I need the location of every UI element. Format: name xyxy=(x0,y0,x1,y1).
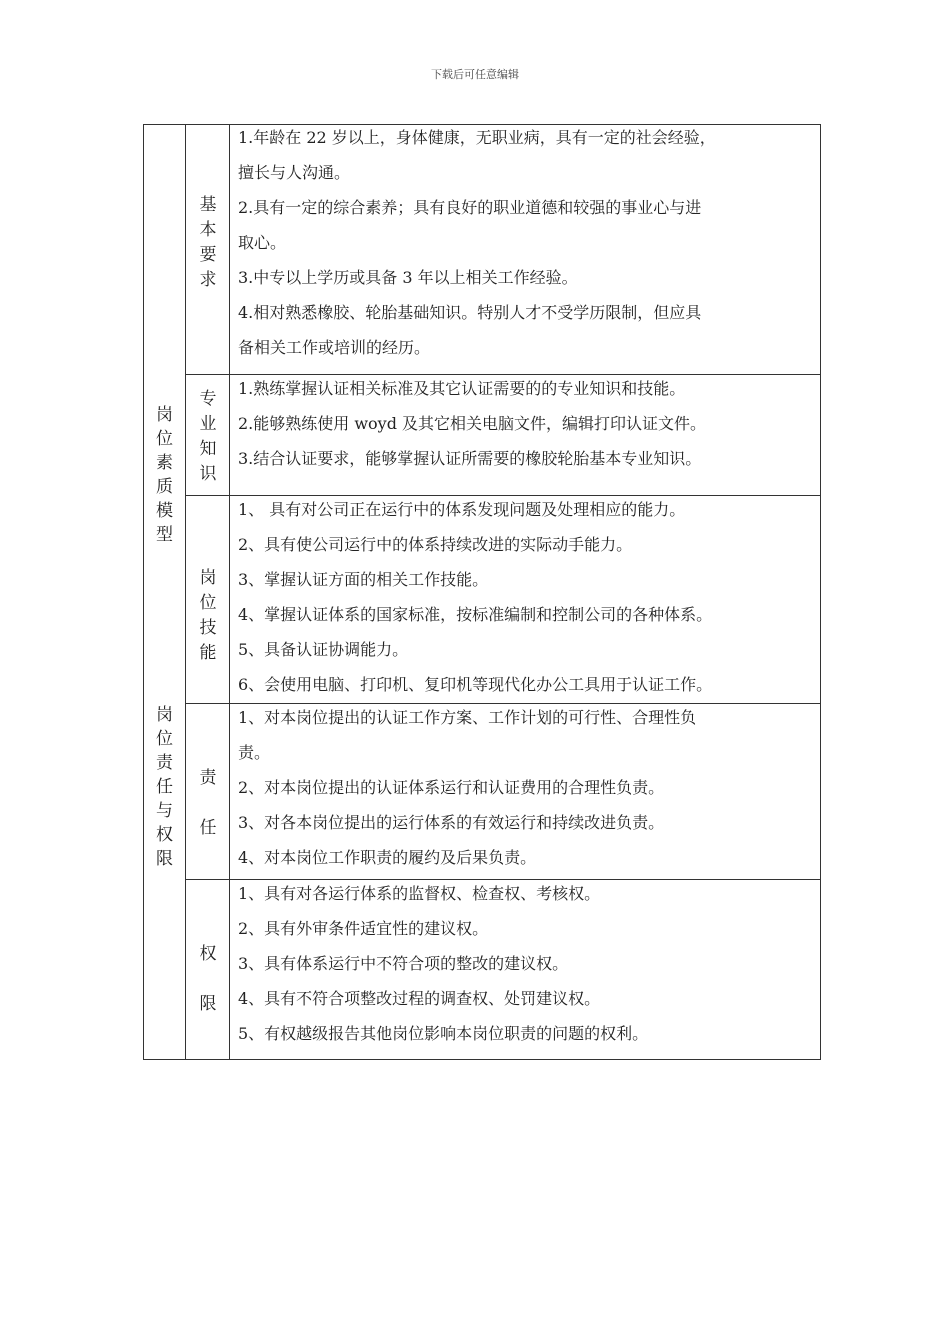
section-responsibility-content xyxy=(238,700,812,875)
label-char: 求 xyxy=(199,270,217,290)
list-item: 1、具有对各运行体系的监督权、检查权、考核权。 xyxy=(238,884,601,903)
label-char: 识 xyxy=(199,464,217,484)
list-item: 5、具备认证协调能力。 xyxy=(238,640,409,659)
list-item: 6、会使用电脑、打印机、复印机等现代化办公工具用于认证工作。 xyxy=(238,675,713,694)
label-char: 型 xyxy=(156,525,173,545)
list-item: 擅长与人沟通。 xyxy=(238,163,351,182)
list-item: 备相关工作或培训的经历。 xyxy=(238,338,431,357)
label-quality-model xyxy=(144,403,185,547)
label-char: 岗 xyxy=(156,705,173,725)
list-item: 1.年龄在 22 岁以上，身体健康，无职业病，具有一定的社会经验， xyxy=(238,128,716,147)
section-basic-content xyxy=(238,120,812,365)
list-item: 5、有权越级报告其他岗位影响本岗位职责的问题的权利。 xyxy=(238,1024,649,1043)
label-char: 基 xyxy=(199,195,217,215)
label-char: 素 xyxy=(156,453,173,473)
label-char: 限 xyxy=(199,994,217,1014)
outer-label-column xyxy=(144,125,186,1059)
label-char: 知 xyxy=(199,439,217,459)
label-char: 业 xyxy=(199,414,217,434)
list-item: 2、对本岗位提出的认证体系运行和认证费用的合理性负责。 xyxy=(238,778,665,797)
label-char: 本 xyxy=(199,220,217,240)
label-char: 技 xyxy=(199,618,217,638)
list-item: 1、 具有对公司正在运行中的体系发现问题及处理相应的能力。 xyxy=(238,500,686,519)
list-item: 1.熟练掌握认证相关标准及其它认证需要的的专业知识和技能。 xyxy=(238,379,686,398)
label-char: 岗 xyxy=(156,405,173,425)
label-char: 责 xyxy=(156,753,173,773)
list-item: 2.能够熟练使用 woyd 及其它相关电脑文件，编辑打印认证文件。 xyxy=(238,414,707,433)
label-char: 位 xyxy=(156,729,173,749)
label-char: 岗 xyxy=(199,568,217,588)
list-item: 取心。 xyxy=(238,233,287,252)
label-char: 任 xyxy=(199,818,217,838)
list-item: 3、掌握认证方面的相关工作技能。 xyxy=(238,570,489,589)
section-skills-content xyxy=(238,492,812,702)
label-char: 任 xyxy=(156,777,173,797)
section-authority-content xyxy=(238,876,812,1051)
label-char: 位 xyxy=(156,429,173,449)
list-item: 3.结合认证要求，能够掌握认证所需要的橡胶轮胎基本专业知识。 xyxy=(238,449,702,468)
list-item: 4、具有不符合项整改过程的调查权、处罚建议权。 xyxy=(238,989,601,1008)
label-char: 质 xyxy=(156,477,173,497)
list-item: 2.具有一定的综合素养；具有良好的职业道德和较强的事业心与进 xyxy=(238,198,702,217)
list-item: 责。 xyxy=(238,743,271,762)
label-char: 限 xyxy=(156,849,173,869)
list-item: 3.中专以上学历或具备 3 年以上相关工作经验。 xyxy=(238,268,578,287)
label-char: 责 xyxy=(199,768,217,788)
list-item: 3、具有体系运行中不符合项的整改的建议权。 xyxy=(238,954,569,973)
list-item: 4.相对熟悉橡胶、轮胎基础知识。特别人才不受学历限制，但应具 xyxy=(238,303,702,322)
list-item: 1、对本岗位提出的认证工作方案、工作计划的可行性、合理性负 xyxy=(238,708,697,727)
section-knowledge-content xyxy=(238,371,812,476)
label-char: 能 xyxy=(199,643,217,663)
list-item: 3、对各本岗位提出的运行体系的有效运行和持续改进负责。 xyxy=(238,813,665,832)
job-table xyxy=(143,124,821,1060)
label-char: 要 xyxy=(199,245,217,265)
label-char: 位 xyxy=(199,593,217,613)
label-char: 模 xyxy=(156,501,173,521)
list-item: 4、掌握认证体系的国家标准，按标准编制和控制公司的各种体系。 xyxy=(238,605,713,624)
label-char: 专 xyxy=(199,389,217,409)
label-responsibility xyxy=(144,703,185,871)
label-char: 权 xyxy=(199,944,217,964)
list-item: 2、具有外审条件适宜性的建议权。 xyxy=(238,919,489,938)
list-item: 2、具有使公司运行中的体系持续改进的实际动手能力。 xyxy=(238,535,633,554)
list-item: 4、对本岗位工作职责的履约及后果负责。 xyxy=(238,848,537,867)
page-header: 下载后可任意编辑 xyxy=(431,68,519,81)
label-char: 与 xyxy=(156,801,173,821)
label-char: 权 xyxy=(156,825,173,845)
